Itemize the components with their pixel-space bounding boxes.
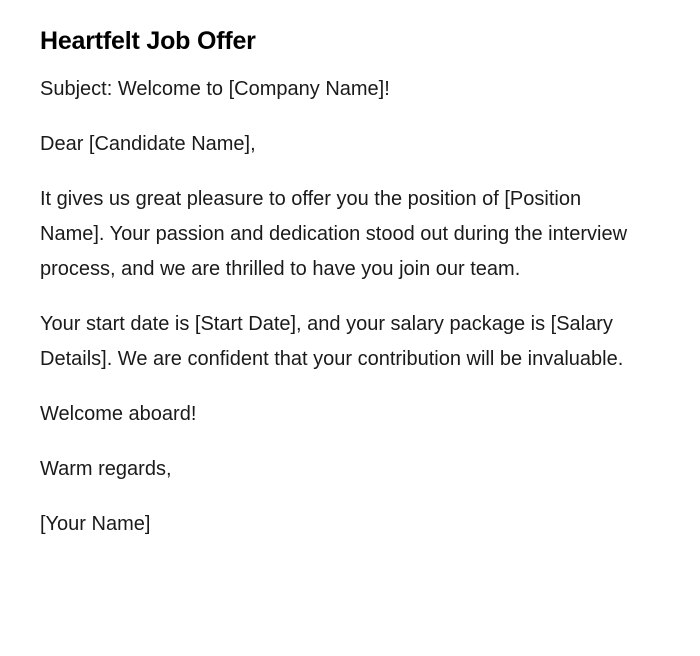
body-paragraph-details: Your start date is [Start Date], and your salary package is [Salary Details]. We are confident that your contribution will be invaluable. [40,313,624,370]
welcome-line: Welcome aboard! [40,403,197,425]
body-paragraph-offer: It gives us great pleasure to offer you the position of [Position Name]. Your passion and dedication stood out during the interview process, and we are thrilled to have you join our team. [40,188,628,280]
subject-line: Subject: Welcome to [Company Name]! [40,78,390,100]
signature: [Your Name] [40,513,151,535]
document-title: Heartfelt Job Offer [40,27,256,55]
greeting: Dear [Candidate Name], [40,133,256,155]
closing-line: Warm regards, [40,458,172,480]
